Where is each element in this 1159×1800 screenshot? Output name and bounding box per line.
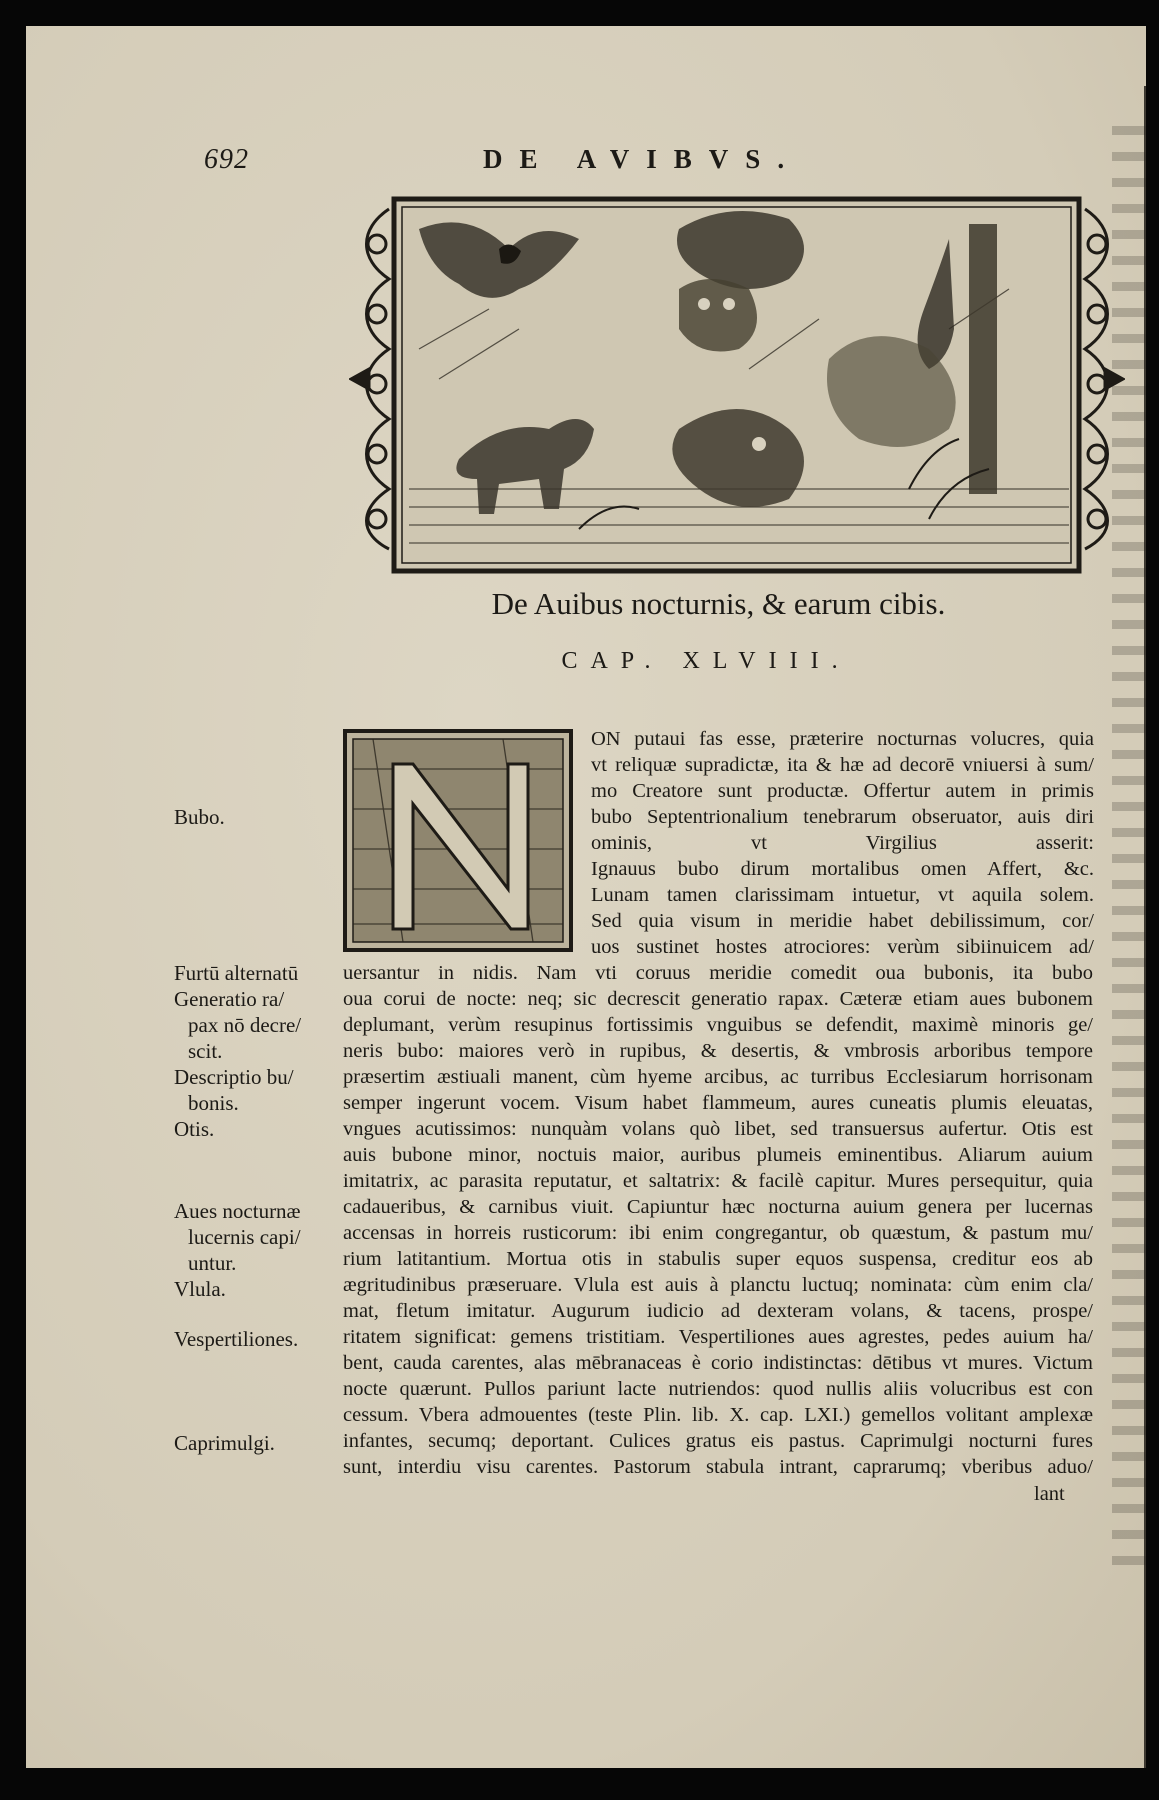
page-number: 692 — [204, 144, 249, 175]
text-line: præsertim æstiuali manent, cùm hyeme arcibus, ac turribus Ecclesiarum horrisonam — [343, 1066, 1093, 1088]
text-line: rium latitantium. Mortua otis in stabulis super equos suspensa, creditur eos ab — [343, 1248, 1093, 1270]
text-line: Sed quia visum in meridie habet debilissimum, cor/ — [591, 910, 1094, 932]
chapter-title: De Auibus nocturnis, & earum cibis. — [491, 586, 946, 621]
ornament-right — [1085, 209, 1123, 549]
text-line: oua corui de nocte: neq; sic decrescit generatio rapax. Cæteræ etiam aues bubonem — [343, 988, 1093, 1010]
text-line: sunt, interdiu visu carentes. Pastorum stabula intrant, caprarumq; vberibus aduo/ — [343, 1456, 1093, 1478]
margin-note: Furtū alternatū — [174, 961, 299, 985]
text-line: infantes, secumq; deportant. Culices gratus eis pastus. Caprimulgi nocturni fures — [343, 1430, 1093, 1452]
text-line: auis bubone minor, noctuis maior, auribus plumeis eminentibus. Aliarum auium — [343, 1144, 1093, 1166]
binding-shadow — [1144, 86, 1146, 1768]
text-line: lant — [1034, 1483, 1065, 1505]
margin-note: Bubo. — [174, 805, 225, 829]
margin-note: Aues nocturnæ — [174, 1199, 301, 1223]
margin-note: Caprimulgi. — [174, 1431, 275, 1455]
margin-note: Otis. — [174, 1117, 215, 1141]
text-line: vt reliquæ supradictæ, ita & hæ ad decorē vniuersi à sum/ — [591, 754, 1094, 776]
text-line: ominis, vt Virgilius asserit: — [591, 832, 1094, 854]
text-line: mat, fletum imitatur. Augurum iudicio ad dexteram volans, & tacens, prospe/ — [343, 1300, 1093, 1322]
margin-note: untur. — [188, 1251, 237, 1275]
margin-note: pax nō decre/ — [188, 1013, 302, 1037]
text-line: cessum. Vbera admouentes (teste Plin. lib. X. cap. LXI.) gemellos volitant amplexæ — [343, 1404, 1093, 1426]
text-line: uersantur in nidis. Nam vti coruus meridie comedit oua bubonis, ita bubo — [343, 962, 1093, 984]
book-page — [26, 26, 1146, 1768]
margin-note: Descriptio bu/ — [174, 1065, 294, 1089]
text-line: imitatrix, ac parasita reputatur, et saltatrix: & facilè capitur. Mures persequitur, quia — [343, 1170, 1093, 1192]
margin-note: scit. — [188, 1039, 223, 1063]
margin-note: Generatio ra/ — [174, 987, 285, 1011]
margin-note: Vlula. — [174, 1277, 226, 1301]
chapter-number: CAP. XLVIII. — [561, 648, 851, 674]
ornament-left — [351, 209, 389, 549]
running-title: DE AVIBVS. — [483, 144, 802, 174]
text-line: neris bubo: maiores verò in rupibus, & desertis, & vmbrosis arboribus tempore — [343, 1040, 1093, 1062]
text-line: uos sustinet hostes atrociores: verùm sibiinuicem ad/ — [591, 936, 1094, 958]
text-line: vngues acutissimos: nunquàm volans quò libet, sed transuersus aufertur. Otis est — [343, 1118, 1093, 1140]
text-line: ON putaui fas esse, præterire nocturnas volucres, quia — [591, 728, 1094, 750]
text-line: bubo Septentrionalium tenebrarum obseruator, auis diri — [591, 806, 1094, 828]
text-line: Ignauus bubo dirum mortalibus omen Affert, &c. — [591, 858, 1094, 880]
owl-figure-2 — [679, 279, 757, 352]
margin-note: Vespertiliones. — [174, 1327, 299, 1351]
text-line: Lunam tamen clarissimam intuetur, vt aquila solem. — [591, 884, 1094, 906]
text-line: cadaueribus, & carnibus viuit. Capiuntur hæc nocturna auium genera per lucernas — [343, 1196, 1093, 1218]
text-line: semper ingerunt vocem. Visum habet flammeum, aures cuneatis plumis eleuatas, — [343, 1092, 1093, 1114]
text-line: nocte quærunt. Pullos pariunt lacte nutriendos: quod nullis aliis volucribus est con — [343, 1378, 1093, 1400]
text-line: mo Creatore sunt productæ. Offertur autem in primis — [591, 780, 1094, 802]
decorated-initial — [343, 729, 573, 952]
text-line: bent, cauda carentes, alas mēbranaceas è corio indistinctas: dētibus vt mures. Victum — [343, 1352, 1093, 1374]
text-line: accensas in horreis rusticorum: ibi enim congregantur, ob quæstum, & pastum mu/ — [343, 1222, 1093, 1244]
text-line: ægritudinibus præseruare. Vlula est auis à planctu luctuq; nominata: cùm enim cla/ — [343, 1274, 1093, 1296]
pillar — [969, 224, 997, 494]
margin-note: lucernis capi/ — [188, 1225, 301, 1249]
margin-note: bonis. — [188, 1091, 239, 1115]
text-line: deplumant, verùm resupinus fortissimis vnguibus se defendit, maximè minoris ge/ — [343, 1014, 1093, 1036]
text-line: ritatem significat: gemens tristitiam. Vespertiliones aues agrestes, pedes auium ha/ — [343, 1326, 1093, 1348]
woodcut-illustration — [349, 189, 1125, 579]
